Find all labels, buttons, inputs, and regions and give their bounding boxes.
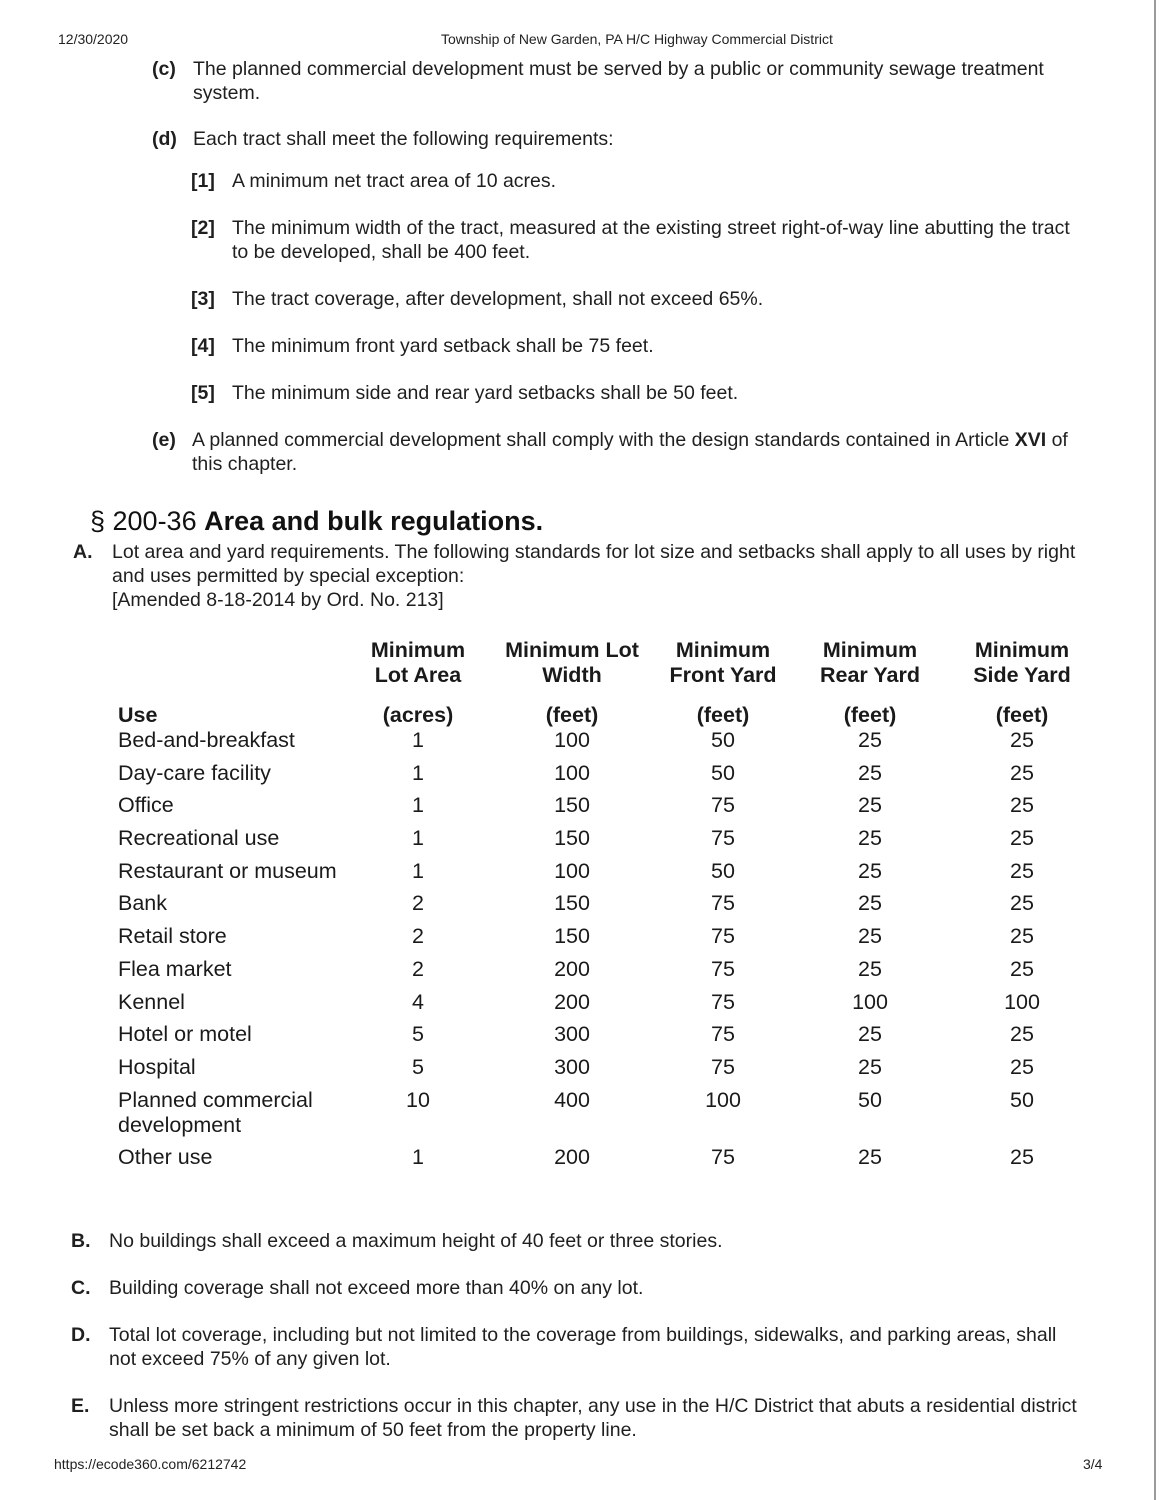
header-use: Use xyxy=(118,703,158,727)
cell-front-yard: 75 xyxy=(711,1054,735,1079)
cell-lot-area: 1 xyxy=(412,826,424,851)
cell-front-yard: 75 xyxy=(711,989,735,1014)
cell-use: Bank xyxy=(118,891,168,916)
item-A-text-cont: and uses permitted by special exception: xyxy=(112,565,465,587)
cell-rear-yard: 25 xyxy=(858,1022,882,1047)
cell-side-yard: 25 xyxy=(1010,858,1034,883)
cell-rear-yard: 50 xyxy=(858,1087,882,1112)
table-row xyxy=(112,957,1094,990)
table-units-row xyxy=(112,688,1094,728)
header-line: Front Yard xyxy=(669,663,777,687)
cell-lot-width: 200 xyxy=(554,1145,590,1170)
cell-use: Office xyxy=(118,793,174,818)
cell-lot-area: 10 xyxy=(406,1087,430,1112)
cell-lot-area: 2 xyxy=(412,956,424,981)
header-line: Minimum xyxy=(675,638,771,662)
cell-rear-yard: 25 xyxy=(858,858,882,883)
cell-use: Restaurant or museum xyxy=(118,858,337,883)
table-row xyxy=(112,990,1094,1023)
item-e-label: (e) xyxy=(152,429,176,451)
print-date: 12/30/2020 xyxy=(58,31,129,47)
cell-use: Hospital xyxy=(118,1054,196,1079)
header-line: Lot Area xyxy=(374,663,462,687)
item-e-text-post: of xyxy=(1046,429,1068,451)
section-heading: Area and bulk regulations. xyxy=(204,506,544,536)
cell-lot-area: 5 xyxy=(412,1054,424,1079)
header-line: Minimum xyxy=(822,638,918,662)
sub-1-text: A minimum net tract area of 10 acres. xyxy=(232,170,557,192)
cell-side-yard: 25 xyxy=(1010,760,1034,785)
item-E-text: Unless more stringent restrictions occur in this chapter, any use in the H/C District that abuts a residential district xyxy=(109,1395,1077,1417)
cell-rear-yard: 25 xyxy=(858,793,882,818)
section-title xyxy=(90,506,543,537)
item-d-text: Each tract shall meet the following requirements: xyxy=(193,128,614,150)
cell-lot-width: 200 xyxy=(554,956,590,981)
cell-rear-yard: 25 xyxy=(858,1054,882,1079)
unit-feet: (feet) xyxy=(696,703,750,727)
cell-front-yard: 50 xyxy=(711,760,735,785)
cell-rear-yard: 25 xyxy=(858,956,882,981)
cell-use: Flea market xyxy=(118,956,232,981)
table-row xyxy=(112,793,1094,826)
cell-use: Planned commercial development xyxy=(118,1087,313,1137)
cell-side-yard: 25 xyxy=(1010,1022,1034,1047)
item-D-text-cont: not exceed 75% of any given lot. xyxy=(109,1348,391,1370)
cell-front-yard: 75 xyxy=(711,793,735,818)
cell-side-yard: 25 xyxy=(1010,956,1034,981)
sub-2-label: [2] xyxy=(191,217,215,239)
item-E-label: E. xyxy=(71,1395,90,1417)
item-B-label: B. xyxy=(71,1230,91,1252)
table-row xyxy=(112,1055,1094,1088)
print-header-title: Township of New Garden, PA H/C Highway Commercial District xyxy=(441,31,833,47)
sub-5-label: [5] xyxy=(191,382,215,404)
header-blank xyxy=(112,636,348,688)
table-row xyxy=(112,826,1094,859)
item-c-label: (c) xyxy=(152,58,176,80)
cell-lot-width: 300 xyxy=(554,1054,590,1079)
cell-lot-area: 2 xyxy=(412,924,424,949)
cell-lot-width: 300 xyxy=(554,1022,590,1047)
item-e-text-pre: A planned commercial development shall comply with the design standards contained in Article xyxy=(192,429,1015,451)
table-row xyxy=(112,891,1094,924)
unit-feet: (feet) xyxy=(843,703,897,727)
item-E-text-cont: shall be set back a minimum of 50 feet from the property line. xyxy=(109,1419,637,1441)
item-A-text: Lot area and yard requirements. The following standards for lot size and setbacks shall apply to all uses by right xyxy=(112,541,1076,563)
cell-rear-yard: 25 xyxy=(858,1145,882,1170)
header-line: Minimum Lot xyxy=(505,638,639,662)
unit-feet: (feet) xyxy=(545,703,599,727)
header-lot-width xyxy=(488,636,656,688)
cell-rear-yard: 25 xyxy=(858,891,882,916)
table-row xyxy=(112,728,1094,761)
cell-use: Kennel xyxy=(118,989,185,1014)
cell-use: Hotel or motel xyxy=(118,1022,252,1047)
sub-3-label: [3] xyxy=(191,288,215,310)
sub-2-text: The minimum width of the tract, measured at the existing street right-of-way line abutting the tract xyxy=(232,217,1070,239)
sub-4-text: The minimum front yard setback shall be 75 feet. xyxy=(232,335,654,357)
item-C-label: C. xyxy=(71,1277,91,1299)
header-side-yard xyxy=(950,636,1094,688)
cell-front-yard: 75 xyxy=(711,956,735,981)
cell-front-yard: 75 xyxy=(711,1145,735,1170)
sub-2-text-cont: to be developed, shall be 400 feet. xyxy=(232,241,531,263)
sub-5-text: The minimum side and rear yard setbacks shall be 50 feet. xyxy=(232,382,739,404)
cell-use: Recreational use xyxy=(118,826,280,851)
item-e-text xyxy=(192,428,1068,452)
cell-lot-width: 100 xyxy=(554,858,590,883)
header-line: Minimum xyxy=(370,638,466,662)
header-line: Width xyxy=(542,663,602,687)
cell-rear-yard: 25 xyxy=(858,760,882,785)
item-A-label: A. xyxy=(73,541,93,563)
header-line: Side Yard xyxy=(973,663,1071,687)
cell-lot-area: 1 xyxy=(412,760,424,785)
cell-lot-area: 1 xyxy=(412,858,424,883)
header-rear-yard xyxy=(790,636,950,688)
cell-lot-area: 1 xyxy=(412,793,424,818)
cell-front-yard: 75 xyxy=(711,826,735,851)
cell-lot-width: 150 xyxy=(554,924,590,949)
item-B-text: No buildings shall exceed a maximum height of 40 feet or three stories. xyxy=(109,1230,723,1252)
cell-side-yard: 25 xyxy=(1010,826,1034,851)
cell-lot-width: 400 xyxy=(554,1087,590,1112)
cell-lot-width: 150 xyxy=(554,793,590,818)
cell-front-yard: 75 xyxy=(711,924,735,949)
cell-rear-yard: 100 xyxy=(852,989,888,1014)
cell-use: Retail store xyxy=(118,924,227,949)
cell-lot-width: 150 xyxy=(554,826,590,851)
section-number: § 200-36 xyxy=(90,506,197,536)
item-c-text-cont: system. xyxy=(193,82,261,104)
table-body xyxy=(112,728,1094,1178)
item-c-text: The planned commercial development must be served by a public or community sewage treatment xyxy=(193,58,1044,80)
cell-lot-area: 5 xyxy=(412,1022,424,1047)
table-row xyxy=(112,1145,1094,1178)
cell-rear-yard: 25 xyxy=(858,826,882,851)
cell-lot-width: 200 xyxy=(554,989,590,1014)
cell-side-yard: 25 xyxy=(1010,891,1034,916)
header-line: Rear Yard xyxy=(819,663,920,687)
item-D-text: Total lot coverage, including but not limited to the coverage from buildings, sidewalks, and parking areas, shall xyxy=(109,1324,1057,1346)
cell-front-yard: 75 xyxy=(711,1022,735,1047)
cell-lot-area: 2 xyxy=(412,891,424,916)
item-e-text-cont: this chapter. xyxy=(192,453,298,475)
cell-side-yard: 25 xyxy=(1010,793,1034,818)
header-lot-area xyxy=(348,636,488,688)
cell-side-yard: 25 xyxy=(1010,924,1034,949)
cell-side-yard: 50 xyxy=(1010,1087,1034,1112)
cell-front-yard: 50 xyxy=(711,858,735,883)
table-row xyxy=(112,859,1094,892)
header-line: Minimum xyxy=(974,638,1070,662)
header-front-yard xyxy=(656,636,790,688)
cell-side-yard: 25 xyxy=(1010,728,1034,752)
cell-side-yard: 25 xyxy=(1010,1054,1034,1079)
article-ref: XVI xyxy=(1014,429,1047,451)
table-row xyxy=(112,1088,1094,1146)
cell-lot-width: 100 xyxy=(554,728,590,752)
cell-rear-yard: 25 xyxy=(858,728,882,752)
unit-feet: (feet) xyxy=(995,703,1049,727)
source-url[interactable]: https://ecode360.com/6212742 xyxy=(54,1456,247,1472)
cell-front-yard: 100 xyxy=(705,1087,741,1112)
page-number: 3/4 xyxy=(1083,1456,1103,1472)
lot-requirements-table xyxy=(112,636,1094,1178)
table-row xyxy=(112,924,1094,957)
item-d-label: (d) xyxy=(152,128,177,150)
item-D-label: D. xyxy=(71,1324,91,1346)
table-header-row xyxy=(112,636,1094,688)
table-row xyxy=(112,761,1094,794)
cell-lot-area: 1 xyxy=(412,728,424,752)
unit-acres: (acres) xyxy=(382,703,454,727)
cell-side-yard: 25 xyxy=(1010,1145,1034,1170)
item-C-text: Building coverage shall not exceed more than 40% on any lot. xyxy=(109,1277,644,1299)
cell-front-yard: 50 xyxy=(711,728,735,752)
cell-rear-yard: 25 xyxy=(858,924,882,949)
amendment-note: [Amended 8-18-2014 by Ord. No. 213] xyxy=(112,589,444,611)
cell-side-yard: 100 xyxy=(1004,989,1040,1014)
table-row xyxy=(112,1022,1094,1055)
cell-lot-width: 150 xyxy=(554,891,590,916)
cell-lot-area: 4 xyxy=(412,989,424,1014)
page-edge-rule xyxy=(1154,0,1156,1500)
cell-lot-width: 100 xyxy=(554,760,590,785)
sub-4-label: [4] xyxy=(191,335,215,357)
cell-use: Other use xyxy=(118,1145,213,1170)
sub-3-text: The tract coverage, after development, shall not exceed 65%. xyxy=(232,288,764,310)
cell-use: Day-care facility xyxy=(118,760,271,785)
sub-1-label: [1] xyxy=(191,170,215,192)
cell-front-yard: 75 xyxy=(711,891,735,916)
cell-use: Bed-and-breakfast xyxy=(118,728,295,752)
cell-lot-area: 1 xyxy=(412,1145,424,1170)
